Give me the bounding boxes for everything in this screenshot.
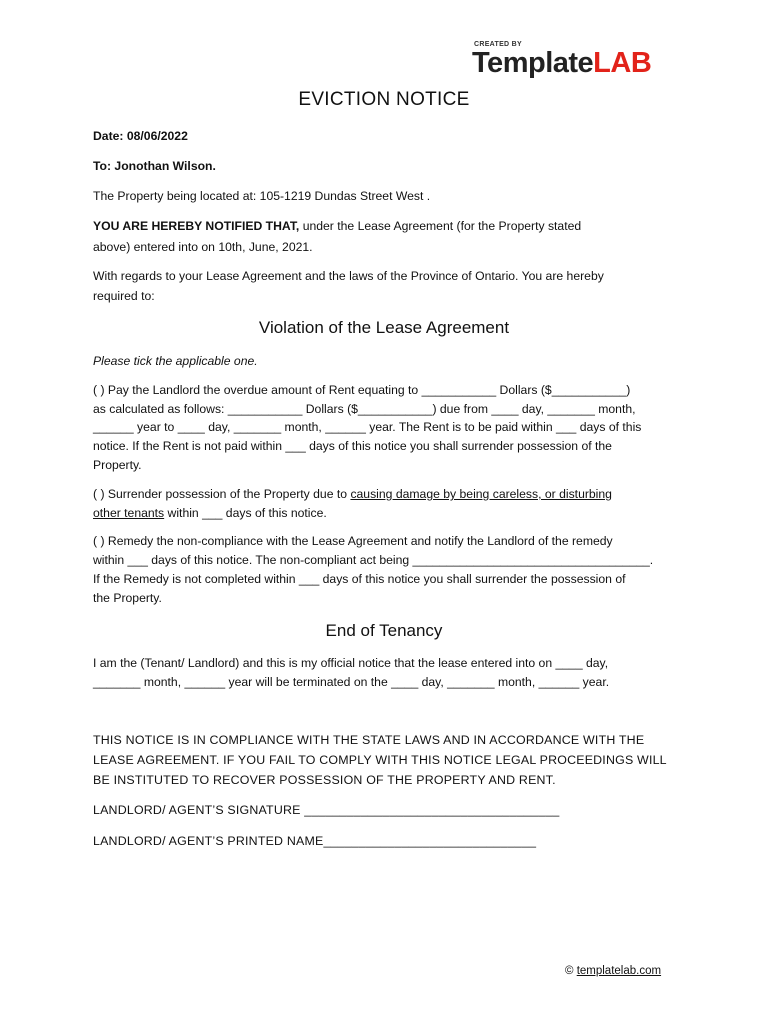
printed-name-field[interactable]: LANDLORD/ AGENT’S PRINTED NAME______________________________ bbox=[93, 834, 537, 848]
regards-line-1: With regards to your Lease Agreement and the laws of the Province of Ontario. You are hereby bbox=[93, 269, 604, 283]
notified-line-2: above) entered into on 10th, June, 2021. bbox=[93, 240, 313, 254]
document-title: EVICTION NOTICE bbox=[298, 89, 470, 110]
footer-link[interactable]: templatelab.com bbox=[576, 965, 662, 977]
option2-reason-underlined-2: other tenants bbox=[93, 506, 165, 520]
option1-line-5: Property. bbox=[93, 458, 142, 472]
signature-field[interactable]: LANDLORD/ AGENT’S SIGNATURE ____________________________________ bbox=[93, 803, 560, 817]
date-line: Date: 08/06/2022 bbox=[93, 129, 188, 143]
templatelab-logo bbox=[472, 41, 682, 87]
tenancy-line-1: I am the (Tenant/ Landlord) and this is my official notice that the lease entered into on ____ day, bbox=[93, 656, 609, 670]
logo-template-text: Template bbox=[472, 47, 594, 79]
recipient-line: To: Jonothan Wilson. bbox=[93, 159, 216, 173]
section-heading-violation: Violation of the Lease Agreement bbox=[258, 318, 510, 337]
option2-days: within ___ days of this notice. bbox=[164, 506, 327, 520]
option2-reason-underlined: causing damage by being careless, or disturbing bbox=[350, 487, 612, 501]
option2-text: ( ) Surrender possession of the Property due to bbox=[93, 487, 351, 501]
footer-credit bbox=[565, 965, 661, 977]
logo-wordmark bbox=[472, 47, 651, 80]
logo-lab-text: LAB bbox=[593, 47, 652, 79]
regards-line-2: required to: bbox=[93, 289, 155, 303]
option1-line-1: ( ) Pay the Landlord the overdue amount of Rent equating to ___________ Dollars ($___________) bbox=[93, 383, 631, 397]
option3-line-2: within ___ days of this notice. The non-compliant act being ___________________________________. bbox=[93, 553, 654, 567]
notified-rest: under the Lease Agreement (for the Property stated bbox=[299, 219, 582, 233]
compliance-line-1: THIS NOTICE IS IN COMPLIANCE WITH THE STATE LAWS AND IN ACCORDANCE WITH THE bbox=[93, 733, 645, 747]
tenancy-line-2: _______ month, ______ year will be terminated on the ____ day, _______ month, ______ year. bbox=[93, 675, 610, 689]
option2-line-1 bbox=[93, 487, 612, 501]
option2-line-2 bbox=[93, 506, 327, 520]
tick-instruction: Please tick the applicable one. bbox=[93, 354, 258, 368]
notified-bold: YOU ARE HEREBY NOTIFIED THAT, bbox=[93, 219, 300, 233]
notified-line-1 bbox=[93, 219, 581, 233]
option3-line-4: the Property. bbox=[93, 591, 162, 605]
compliance-line-2: LEASE AGREEMENT. IF YOU FAIL TO COMPLY WITH THIS NOTICE LEGAL PROCEEDINGS WILL bbox=[93, 753, 667, 767]
property-line: The Property being located at: 105-1219 Dundas Street West . bbox=[93, 189, 431, 203]
option3-line-1: ( ) Remedy the non-compliance with the Lease Agreement and notify the Landlord of the remedy bbox=[93, 534, 613, 548]
logo-created-by: CREATED BY bbox=[474, 41, 522, 48]
option1-line-3: ______ year to ____ day, _______ month, ______ year. The Rent is to be paid within ___ days of this bbox=[93, 420, 642, 434]
option1-line-2: as calculated as follows: ___________ Dollars ($___________) due from ____ day, _______ month, bbox=[93, 402, 636, 416]
option1-line-4: notice. If the Rent is not paid within ___ days of this notice you shall surrender possession of the bbox=[93, 439, 612, 453]
copyright-icon: © bbox=[565, 965, 574, 977]
section-heading-tenancy: End of Tenancy bbox=[325, 621, 443, 640]
compliance-line-3: BE INSTITUTED TO RECOVER POSSESSION OF THE PROPERTY AND RENT. bbox=[93, 773, 556, 787]
option3-line-3: If the Remedy is not completed within ___ days of this notice you shall surrender the possession of bbox=[93, 572, 626, 586]
